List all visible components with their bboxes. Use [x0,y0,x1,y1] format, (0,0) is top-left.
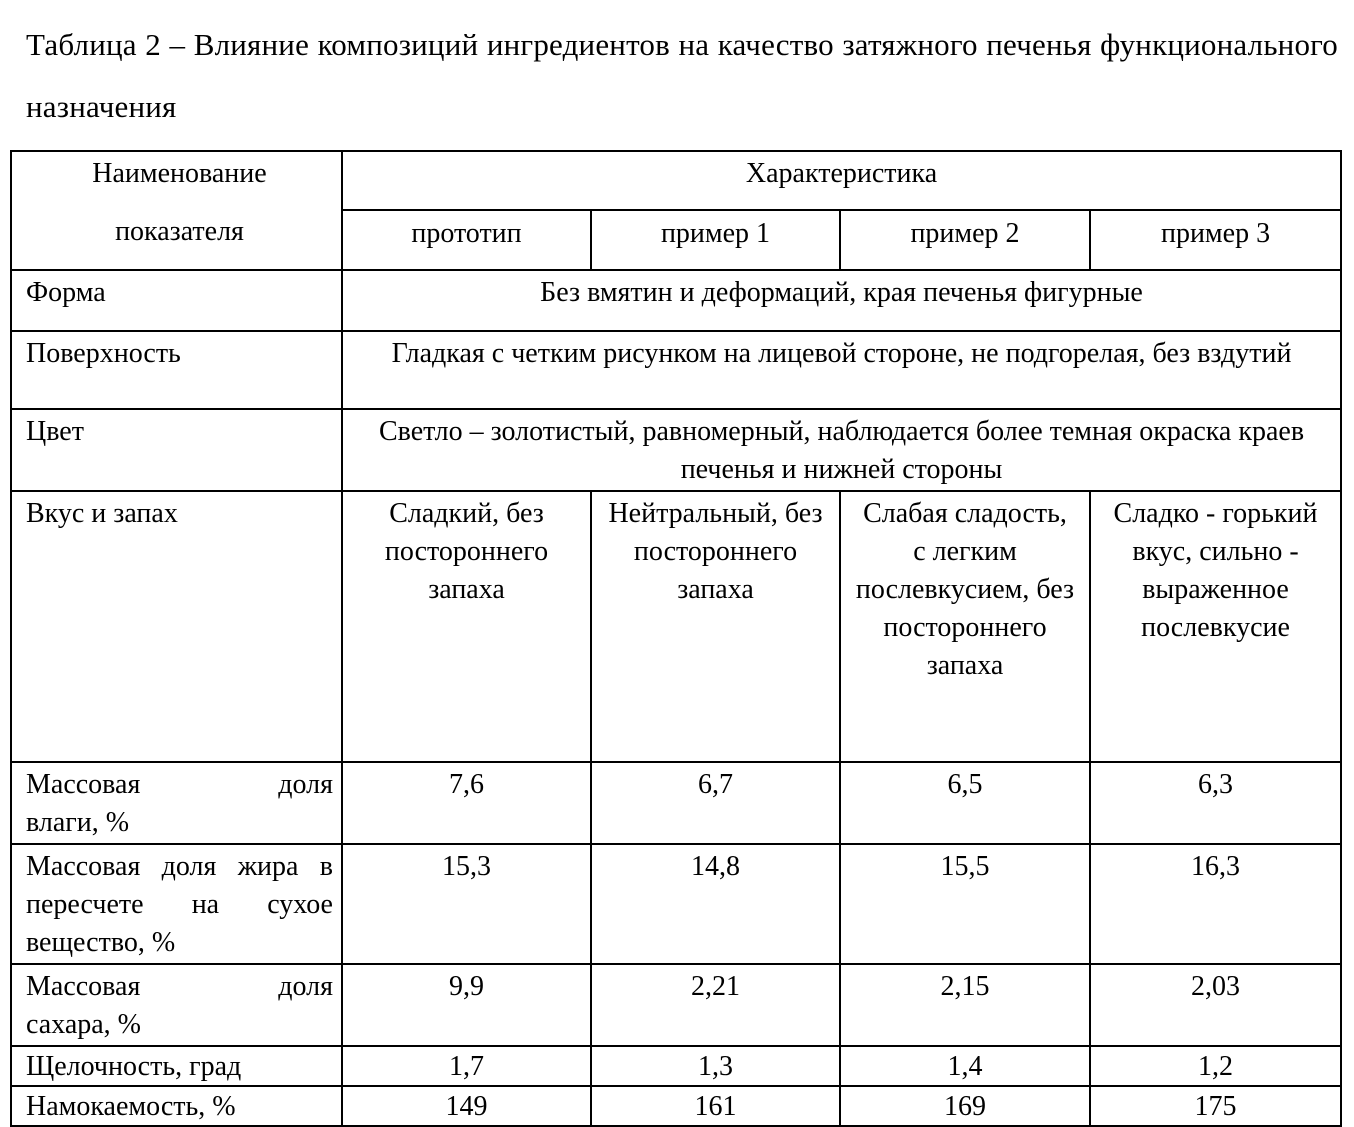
row-label-fat-line2: вещество, % [26,927,176,958]
row-label-alkalinity: Щелочность, град [11,1046,342,1086]
row-label-moisture-line2: влаги, % [26,807,130,838]
table-row [11,844,1341,964]
soaking-example-2: 169 [840,1086,1090,1126]
row-label-color: Цвет [11,409,342,491]
row-value-color: Светло – золотистый, равномерный, наблюдается более темная окраска краев печенья и нижней стороны [342,409,1341,491]
fat-example-3: 16,3 [1090,844,1341,964]
row-label-fat-line1: Массовая доля жира в пересчете на сухое [26,851,333,920]
column-header-example-2: пример 2 [840,210,1090,270]
header-name-line2: показателя [115,216,244,247]
table-row [11,409,1341,491]
moisture-example-1: 6,7 [591,762,840,844]
table-row [11,1086,1341,1126]
taste-prototype: Сладкий, без постороннего запаха [342,491,591,762]
sugar-example-2: 2,15 [840,964,1090,1046]
sugar-example-1: 2,21 [591,964,840,1046]
column-header-prototype: прототип [342,210,591,270]
taste-example-3: Сладко - горький вкус, сильно - выраженное послевкусие [1090,491,1341,762]
column-header-example-1: пример 1 [591,210,840,270]
row-label-fat [11,844,342,964]
taste-example-2: Слабая сладость, с легким послевкусием, без постороннего запаха [840,491,1090,762]
alkalinity-prototype: 1,7 [342,1046,591,1086]
alkalinity-example-3: 1,2 [1090,1046,1341,1086]
table-row [11,491,1341,762]
table-row [11,964,1341,1046]
table-row [11,270,1341,331]
row-label-sugar-line1: Массовая доля [26,971,333,1002]
row-label-moisture [11,762,342,844]
moisture-prototype: 7,6 [342,762,591,844]
sugar-example-3: 2,03 [1090,964,1341,1046]
row-value-form: Без вмятин и деформаций, края печенья фигурные [342,270,1341,331]
table-row [11,1046,1341,1086]
row-label-sugar-line2: сахара, % [26,1009,142,1040]
table-caption: Таблица 2 – Влияние композиций ингредиентов на качество затяжного печенья функционального назначения [26,27,1338,124]
sugar-prototype: 9,9 [342,964,591,1046]
soaking-example-1: 161 [591,1086,840,1126]
moisture-example-3: 6,3 [1090,762,1341,844]
header-characteristic: Характеристика [342,151,1341,210]
row-label-moisture-line1: Массовая доля [26,769,333,800]
soaking-example-3: 175 [1090,1086,1341,1126]
header-row [11,151,1341,210]
moisture-example-2: 6,5 [840,762,1090,844]
row-label-taste: Вкус и запах [11,491,342,762]
table-row [11,762,1341,844]
row-label-form: Форма [11,270,342,331]
fat-prototype: 15,3 [342,844,591,964]
row-label-sugar [11,964,342,1046]
fat-example-1: 14,8 [591,844,840,964]
alkalinity-example-1: 1,3 [591,1046,840,1086]
row-label-surface: Поверхность [11,331,342,409]
header-indicator-name [11,151,342,270]
table-row [11,331,1341,409]
fat-example-2: 15,5 [840,844,1090,964]
taste-example-1: Нейтральный, без постороннего запаха [591,491,840,762]
row-label-soaking: Намокаемость, % [11,1086,342,1126]
soaking-prototype: 149 [342,1086,591,1126]
header-name-line1: Наименование [92,158,267,189]
alkalinity-example-2: 1,4 [840,1046,1090,1086]
row-value-surface: Гладкая с четким рисунком на лицевой стороне, не подгорелая, без вздутий [342,331,1341,409]
quality-table [10,150,1342,1127]
column-header-example-3: пример 3 [1090,210,1341,270]
